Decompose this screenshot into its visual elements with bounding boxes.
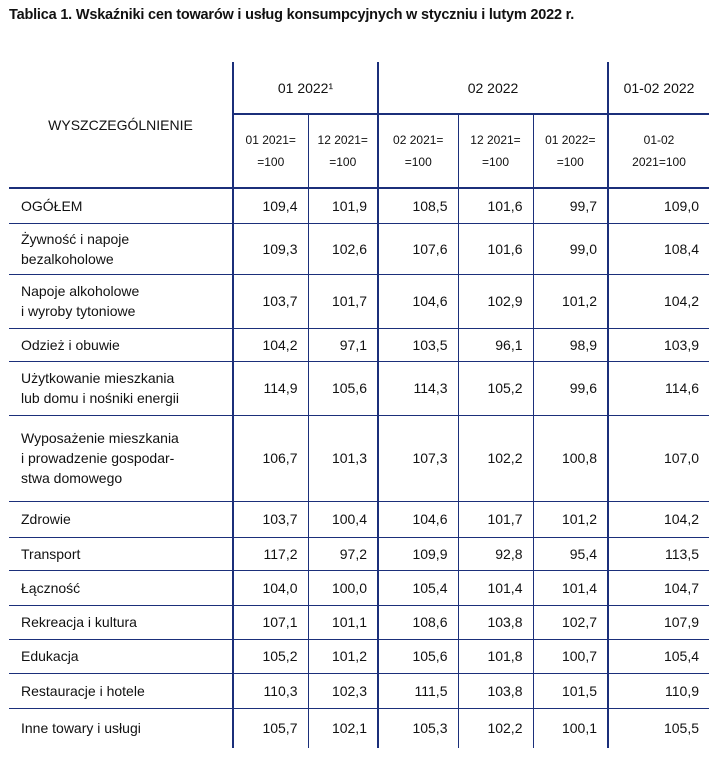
value-cell: 110,9 — [608, 673, 709, 708]
value-cell: 97,1 — [308, 328, 378, 361]
subheader-cell: 01 2021= =100 — [233, 114, 308, 188]
value-cell: 114,6 — [608, 361, 709, 415]
value-cell: 102,9 — [458, 274, 533, 328]
row-label: Żywność i napoje bezalkoholowe — [9, 223, 233, 274]
subheader-cell: 01 2022= =100 — [533, 114, 608, 188]
table-row — [9, 501, 709, 537]
value-cell: 101,7 — [308, 274, 378, 328]
row-label: Restauracje i hotele — [9, 673, 233, 708]
value-cell: 114,9 — [233, 361, 308, 415]
value-cell: 101,6 — [458, 223, 533, 274]
cpi-table — [9, 62, 709, 748]
value-cell: 92,8 — [458, 537, 533, 570]
value-cell: 110,3 — [233, 673, 308, 708]
value-cell: 102,2 — [458, 708, 533, 748]
row-label: OGÓŁEM — [9, 188, 233, 223]
group-header-jan: 01 2022¹ — [233, 62, 378, 114]
value-cell: 105,4 — [608, 639, 709, 673]
subheader-cell: 02 2021= =100 — [378, 114, 458, 188]
value-cell: 104,2 — [608, 274, 709, 328]
value-cell: 105,3 — [378, 708, 458, 748]
value-cell: 109,4 — [233, 188, 308, 223]
table-row — [9, 361, 709, 415]
value-cell: 103,7 — [233, 501, 308, 537]
value-cell: 104,6 — [378, 501, 458, 537]
value-cell: 102,2 — [458, 415, 533, 501]
row-label: Napoje alkoholowe i wyroby tytoniowe — [9, 274, 233, 328]
value-cell: 106,7 — [233, 415, 308, 501]
row-label: Użytkowanie mieszkania lub domu i nośniki energii — [9, 361, 233, 415]
value-cell: 99,7 — [533, 188, 608, 223]
value-cell: 101,2 — [533, 274, 608, 328]
value-cell: 111,5 — [378, 673, 458, 708]
value-cell: 108,6 — [378, 605, 458, 639]
value-cell: 113,5 — [608, 537, 709, 570]
value-cell: 104,0 — [233, 570, 308, 605]
value-cell: 99,0 — [533, 223, 608, 274]
value-cell: 107,6 — [378, 223, 458, 274]
value-cell: 109,9 — [378, 537, 458, 570]
value-cell: 97,2 — [308, 537, 378, 570]
value-cell: 108,5 — [378, 188, 458, 223]
value-cell: 103,5 — [378, 328, 458, 361]
table-row — [9, 328, 709, 361]
value-cell: 101,1 — [308, 605, 378, 639]
value-cell: 101,4 — [533, 570, 608, 605]
value-cell: 103,8 — [458, 673, 533, 708]
value-cell: 102,3 — [308, 673, 378, 708]
value-cell: 107,3 — [378, 415, 458, 501]
value-cell: 109,0 — [608, 188, 709, 223]
value-cell: 96,1 — [458, 328, 533, 361]
value-cell: 101,8 — [458, 639, 533, 673]
row-label: Odzież i obuwie — [9, 328, 233, 361]
table-row — [9, 274, 709, 328]
table-row — [9, 673, 709, 708]
value-cell: 101,6 — [458, 188, 533, 223]
group-header-feb: 02 2022 — [378, 62, 608, 114]
value-cell: 100,0 — [308, 570, 378, 605]
value-cell: 101,2 — [308, 639, 378, 673]
table-title: Tablica 1. Wskaźniki cen towarów i usług konsumpcyjnych w styczniu i lutym 2022 r. — [9, 7, 575, 23]
value-cell: 103,7 — [233, 274, 308, 328]
stub-header: WYSZCZEGÓLNIENIE — [9, 62, 233, 188]
table-row — [9, 188, 709, 223]
value-cell: 105,7 — [233, 708, 308, 748]
row-label: Inne towary i usługi — [21, 720, 141, 737]
value-cell: 100,8 — [533, 415, 608, 501]
table-row — [9, 708, 709, 748]
table-row — [9, 415, 709, 501]
value-cell: 101,4 — [458, 570, 533, 605]
value-cell: 105,5 — [608, 708, 709, 748]
value-cell: 103,8 — [458, 605, 533, 639]
value-cell: 98,9 — [533, 328, 608, 361]
value-cell: 104,2 — [233, 328, 308, 361]
value-cell: 95,4 — [533, 537, 608, 570]
value-cell: 105,4 — [378, 570, 458, 605]
value-cell: 105,2 — [458, 361, 533, 415]
value-cell: 102,6 — [308, 223, 378, 274]
table-row — [9, 223, 709, 274]
value-cell: 104,7 — [608, 570, 709, 605]
subheader-cell: 12 2021= =100 — [458, 114, 533, 188]
value-cell: 102,1 — [308, 708, 378, 748]
value-cell: 114,3 — [378, 361, 458, 415]
value-cell: 103,9 — [608, 328, 709, 361]
value-cell: 117,2 — [233, 537, 308, 570]
value-cell: 100,4 — [308, 501, 378, 537]
table-row — [9, 537, 709, 570]
value-cell: 101,7 — [458, 501, 533, 537]
value-cell: 107,0 — [608, 415, 709, 501]
value-cell: 105,6 — [308, 361, 378, 415]
row-label: Wyposażenie mieszkania i prowadzenie gospodar- stwa domowego — [9, 415, 233, 501]
row-label: Łączność — [9, 570, 233, 605]
value-cell: 100,1 — [533, 708, 608, 748]
value-cell: 101,5 — [533, 673, 608, 708]
value-cell: 101,3 — [308, 415, 378, 501]
value-cell: 105,2 — [233, 639, 308, 673]
value-cell: 101,2 — [533, 501, 608, 537]
value-cell: 99,6 — [533, 361, 608, 415]
value-cell: 101,9 — [308, 188, 378, 223]
value-cell: 107,9 — [608, 605, 709, 639]
row-label: Rekreacja i kultura — [9, 605, 233, 639]
value-cell: 104,2 — [608, 501, 709, 537]
value-cell: 105,6 — [378, 639, 458, 673]
row-label: Transport — [9, 537, 233, 570]
table-row — [9, 639, 709, 673]
table-row — [9, 570, 709, 605]
value-cell: 102,7 — [533, 605, 608, 639]
table-row — [9, 605, 709, 639]
value-cell: 108,4 — [608, 223, 709, 274]
row-label: Zdrowie — [9, 501, 233, 537]
value-cell: 100,7 — [533, 639, 608, 673]
value-cell: 104,6 — [378, 274, 458, 328]
value-cell: 107,1 — [233, 605, 308, 639]
row-label: Edukacja — [9, 639, 233, 673]
value-cell: 109,3 — [233, 223, 308, 274]
subheader-cell: 01-02 2021=100 — [608, 114, 709, 188]
group-header-jan-feb: 01-02 2022 — [608, 62, 709, 114]
subheader-cell: 12 2021= =100 — [308, 114, 378, 188]
